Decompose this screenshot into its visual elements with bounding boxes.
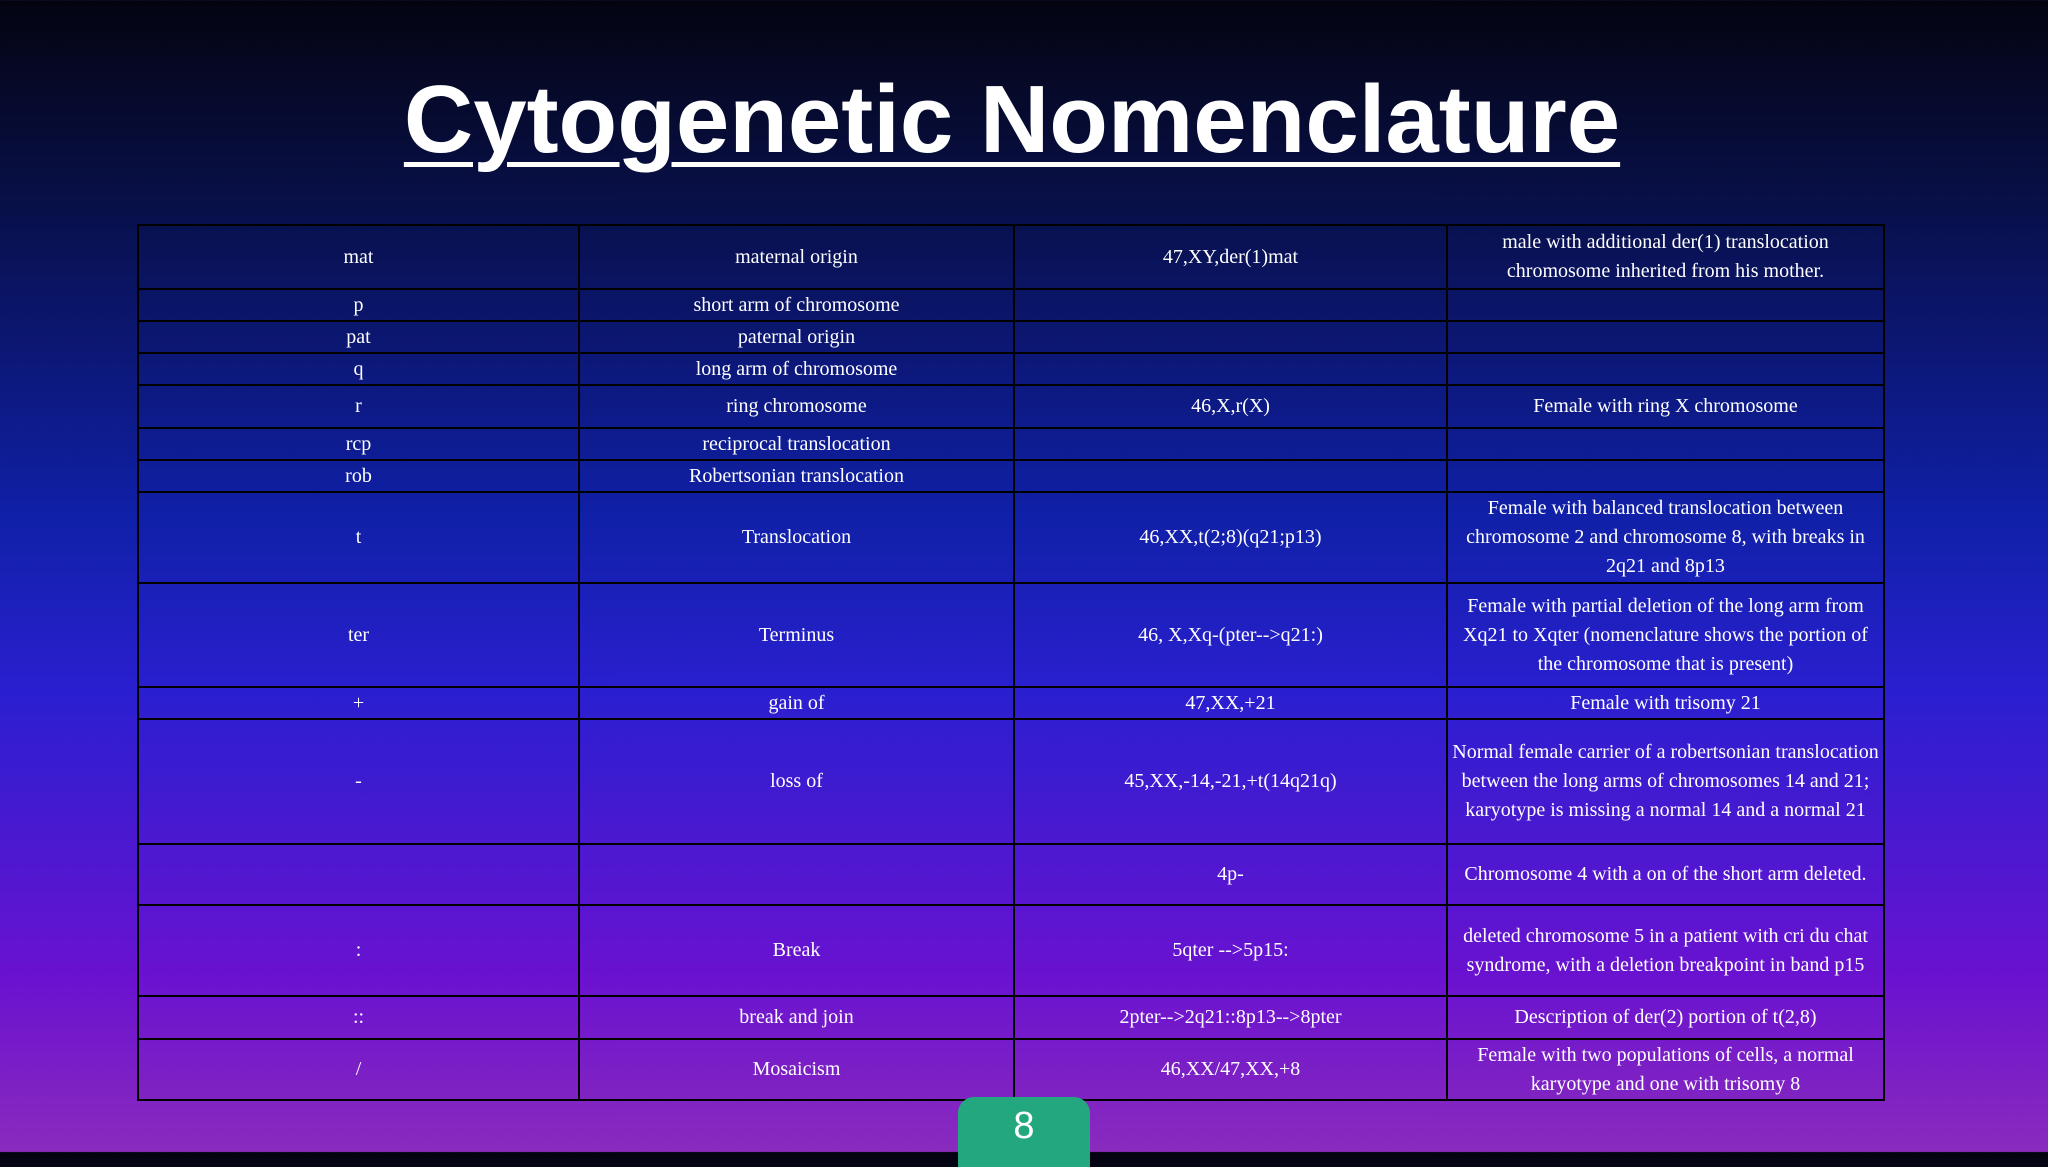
table-row <box>138 385 1884 428</box>
meaning-cell: paternal origin <box>579 321 1014 353</box>
example-cell <box>1014 460 1447 492</box>
symbol-cell: / <box>138 1039 579 1100</box>
symbol-cell: + <box>138 687 579 719</box>
nomenclature-table <box>137 224 1885 1101</box>
meaning-cell: Break <box>579 905 1014 996</box>
meaning-cell: loss of <box>579 719 1014 844</box>
meaning-cell: Robertsonian translocation <box>579 460 1014 492</box>
example-cell: 47,XY,der(1)mat <box>1014 225 1447 289</box>
description-cell: Description of der(2) portion of t(2,8) <box>1447 996 1884 1039</box>
table-row <box>138 321 1884 353</box>
description-cell: Female with two populations of cells, a normal karyotype and one with trisomy 8 <box>1447 1039 1884 1100</box>
example-cell: 46,X,r(X) <box>1014 385 1447 428</box>
symbol-cell: p <box>138 289 579 321</box>
description-cell: male with additional der(1) translocation chromosome inherited from his mother. <box>1447 225 1884 289</box>
symbol-cell: : <box>138 905 579 996</box>
description-cell: Female with balanced translocation between chromosome 2 and chromosome 8, with breaks in 2q21 and 8p13 <box>1447 492 1884 583</box>
description-cell <box>1447 289 1884 321</box>
table-row <box>138 225 1884 289</box>
meaning-cell: gain of <box>579 687 1014 719</box>
slide-title-text: Cytogenetic Nomenclature <box>403 66 1621 173</box>
description-cell <box>1447 460 1884 492</box>
symbol-cell: t <box>138 492 579 583</box>
description-cell: Chromosome 4 with a on of the short arm deleted. <box>1447 844 1884 905</box>
example-cell <box>1014 428 1447 460</box>
example-cell: 47,XX,+21 <box>1014 687 1447 719</box>
example-cell: 2pter-->2q21::8p13-->8pter <box>1014 996 1447 1039</box>
symbol-cell: q <box>138 353 579 385</box>
description-cell <box>1447 428 1884 460</box>
table-row <box>138 460 1884 492</box>
description-cell <box>1447 321 1884 353</box>
table-row <box>138 719 1884 844</box>
example-cell <box>1014 353 1447 385</box>
meaning-cell: long arm of chromosome <box>579 353 1014 385</box>
symbol-cell: rob <box>138 460 579 492</box>
table-row <box>138 905 1884 996</box>
example-cell <box>1014 289 1447 321</box>
table-row <box>138 289 1884 321</box>
example-cell: 45,XX,-14,-21,+t(14q21q) <box>1014 719 1447 844</box>
symbol-cell <box>138 844 579 905</box>
description-cell: Female with trisomy 21 <box>1447 687 1884 719</box>
example-cell: 5qter -->5p15: <box>1014 905 1447 996</box>
table-row <box>138 687 1884 719</box>
table-row <box>138 492 1884 583</box>
symbol-cell: :: <box>138 996 579 1039</box>
meaning-cell: Translocation <box>579 492 1014 583</box>
example-cell: 46,XX,t(2;8)(q21;p13) <box>1014 492 1447 583</box>
table-row <box>138 1039 1884 1100</box>
meaning-cell: short arm of chromosome <box>579 289 1014 321</box>
table-row <box>138 996 1884 1039</box>
symbol-cell: mat <box>138 225 579 289</box>
slide-title <box>0 62 2048 178</box>
example-cell: 4p- <box>1014 844 1447 905</box>
meaning-cell: reciprocal translocation <box>579 428 1014 460</box>
symbol-cell: ter <box>138 583 579 687</box>
meaning-cell: maternal origin <box>579 225 1014 289</box>
table-row <box>138 353 1884 385</box>
meaning-cell <box>579 844 1014 905</box>
table-row <box>138 844 1884 905</box>
meaning-cell: Mosaicism <box>579 1039 1014 1100</box>
description-cell: deleted chromosome 5 in a patient with cri du chat syndrome, with a deletion breakpoint in band p15 <box>1447 905 1884 996</box>
description-cell: Female with partial deletion of the long arm from Xq21 to Xqter (nomenclature shows the portion of the chromosome that is present) <box>1447 583 1884 687</box>
meaning-cell: Terminus <box>579 583 1014 687</box>
description-cell <box>1447 353 1884 385</box>
example-cell <box>1014 321 1447 353</box>
example-cell: 46,XX/47,XX,+8 <box>1014 1039 1447 1100</box>
meaning-cell: break and join <box>579 996 1014 1039</box>
description-cell: Female with ring X chromosome <box>1447 385 1884 428</box>
table-row <box>138 583 1884 687</box>
example-cell: 46, X,Xq-(pter-->q21:) <box>1014 583 1447 687</box>
symbol-cell: - <box>138 719 579 844</box>
description-cell: Normal female carrier of a robertsonian translocation between the long arms of chromosomes 14 and 21; karyotype is missing a normal 14 and a normal 21 <box>1447 719 1884 844</box>
table-row <box>138 428 1884 460</box>
page-number-badge: 8 <box>958 1097 1090 1167</box>
symbol-cell: r <box>138 385 579 428</box>
symbol-cell: rcp <box>138 428 579 460</box>
symbol-cell: pat <box>138 321 579 353</box>
meaning-cell: ring chromosome <box>579 385 1014 428</box>
